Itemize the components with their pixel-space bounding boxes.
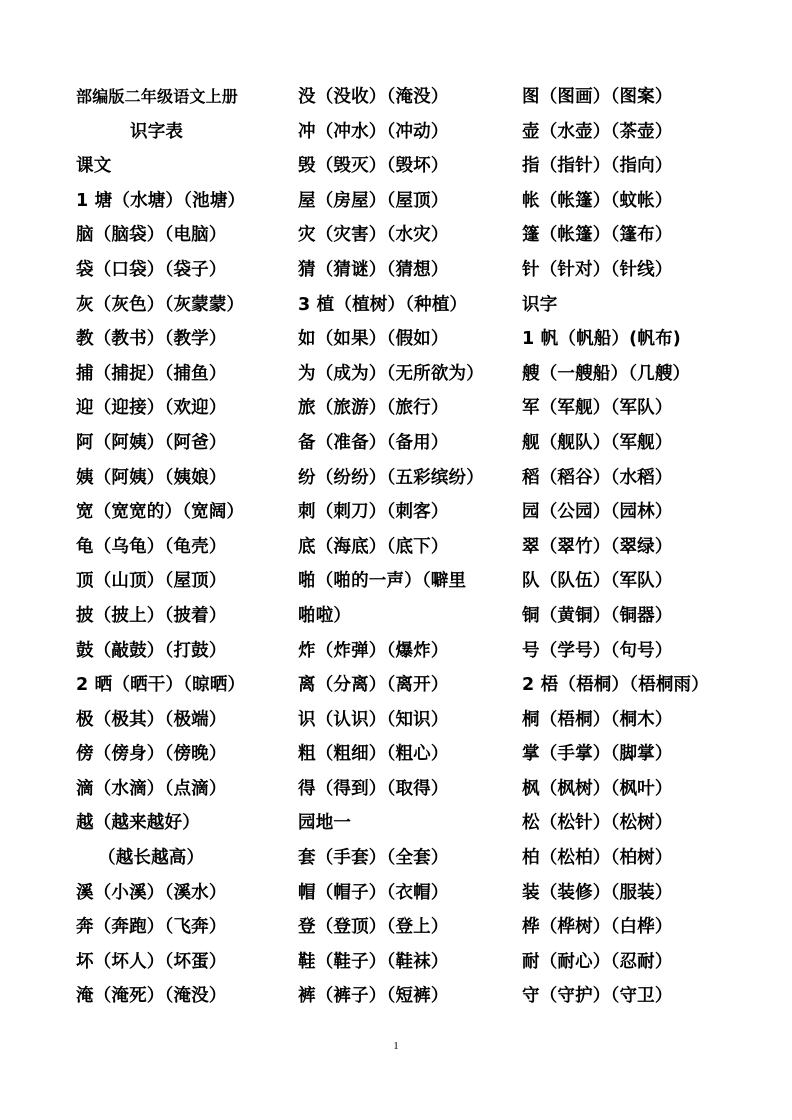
- vocab-line: 顶（山顶）（屋顶）: [76, 571, 227, 592]
- vocab-line: 图（图画）（图案）: [522, 87, 673, 107]
- vocab-line: 灾（灾害）（水灾）: [298, 225, 449, 246]
- vocab-line: 刺（刺刀）（刺客）: [298, 502, 449, 523]
- vocab-line: 没（没收）（淹没）: [298, 87, 449, 107]
- vocab-line: 极（极其）（极端）: [76, 709, 227, 730]
- vocab-line: 园（公园）（园林）: [522, 502, 673, 523]
- vocab-line: 滴（水滴）（点滴）: [76, 778, 227, 799]
- vocab-line-continuation: 啪啦）: [298, 605, 352, 626]
- vocab-line: 帽（帽子）（衣帽）: [298, 882, 449, 903]
- vocab-line: 1 帆（帆船）(帆布): [522, 329, 681, 350]
- vocab-line-continuation: （越长越高）: [98, 848, 205, 869]
- vocab-line: 队（队伍）（军队）: [522, 571, 673, 592]
- vocab-line: 得（得到）（取得）: [298, 778, 449, 799]
- vocab-line: 掌（手掌）（脚掌）: [522, 744, 673, 765]
- vocab-line: 识（认识）（知识）: [298, 709, 449, 730]
- vocab-line: 屋（房屋）（屋顶）: [298, 190, 449, 211]
- vocab-line: 装（装修）（服装）: [522, 882, 673, 903]
- vocab-line: 为（成为）（无所欲为）: [298, 363, 484, 384]
- page-number: 1: [393, 1040, 399, 1052]
- vocab-line: 脑（脑袋）（电脑）: [76, 225, 227, 246]
- vocab-line: 披（披上）（披着）: [76, 605, 227, 626]
- vocab-line: 坏（坏人）（坏蛋）: [76, 951, 227, 972]
- vocab-line: 壶（水壶）（茶壶）: [522, 121, 673, 142]
- vocab-line: 奔（奔跑）（飞奔）: [76, 917, 227, 938]
- vocab-line: 炸（炸弹）（爆炸）: [298, 640, 449, 661]
- vocab-line: 捕（捕捉）（捕鱼）: [76, 363, 227, 384]
- vocab-line: 袋（口袋）（袋子）: [76, 259, 227, 280]
- vocab-line: 篷（帐篷）（篷布）: [522, 225, 673, 246]
- vocab-line: 2 晒（晒干）（晾晒）: [76, 675, 246, 696]
- vocab-line: 粗（粗细）（粗心）: [298, 744, 449, 765]
- vocab-line: 3 植（植树）（种植）: [298, 294, 468, 315]
- vocab-line: 指（指针）（指向）: [522, 156, 673, 177]
- vocab-line: 教（教书）（教学）: [76, 329, 227, 350]
- section-heading-literacy-table: 识字表: [130, 121, 184, 142]
- vocab-line: 桦（桦树）（白桦）: [522, 917, 673, 938]
- vocab-line: 灰（灰色）（灰蒙蒙）: [76, 294, 245, 315]
- vocab-line: 鞋（鞋子）（鞋袜）: [298, 951, 449, 972]
- vocab-line: 1 塘（水塘）（池塘）: [76, 190, 246, 211]
- vocab-line: 离（分离）（离开）: [298, 675, 449, 696]
- vocab-line: 帐（帐篷）（蚊帐）: [522, 190, 673, 211]
- vocab-line: 舰（舰队）（军舰）: [522, 432, 673, 453]
- vocab-line: 军（军舰）（军队）: [522, 398, 673, 419]
- vocab-line: 啪（啪的一声）（噼里: [298, 571, 467, 592]
- vocab-line: 登（登顶）（登上）: [298, 917, 449, 938]
- vocab-line: 守（守护）（守卫）: [522, 986, 673, 1007]
- vocab-line: 翠（翠竹）（翠绿）: [522, 536, 673, 557]
- vocab-column-3: [522, 80, 752, 1014]
- section-heading-literacy: 识字: [522, 294, 558, 315]
- document-title: 部编版二年级语文上册: [76, 87, 239, 106]
- vocab-line: 底（海底）（底下）: [298, 536, 449, 557]
- vocab-line: 号（学号）（句号）: [522, 640, 673, 661]
- vocab-line: 迎（迎接）（欢迎）: [76, 398, 227, 419]
- section-heading-garden-one: 园地一: [298, 813, 352, 834]
- vocab-line: 纷（纷纷）（五彩缤纷）: [298, 467, 484, 488]
- vocab-line: 稻（稻谷）（水稻）: [522, 467, 673, 488]
- vocab-line: 艘（一艘船）（几艘）: [522, 363, 691, 384]
- vocab-line: 傍（傍身）（傍晚）: [76, 744, 227, 765]
- vocab-line: 针（针对）（针线）: [522, 259, 673, 280]
- vocab-line: 备（准备）（备用）: [298, 432, 449, 453]
- vocab-column-2: [298, 80, 520, 1014]
- vocab-line: 套（手套）（全套）: [298, 848, 449, 869]
- vocab-line: 溪（小溪）（溪水）: [76, 882, 227, 903]
- vocab-line: 猜（猜谜）（猜想）: [298, 259, 449, 280]
- vocab-line: 越（越来越好）: [76, 813, 200, 834]
- vocab-line: 耐（耐心）（忍耐）: [522, 951, 673, 972]
- vocab-line: 柏（松柏）（柏树）: [522, 848, 673, 869]
- vocab-line: 桐（梧桐）（桐木）: [522, 709, 673, 730]
- vocab-line: 枫（枫树）（枫叶）: [522, 778, 673, 799]
- section-heading-texts: 课文: [76, 156, 112, 177]
- vocab-line: 如（如果）（假如）: [298, 329, 449, 350]
- vocab-line: 冲（冲水）（冲动）: [298, 121, 449, 142]
- vocab-line: 铜（黄铜）（铜器）: [522, 605, 673, 626]
- vocab-line: 宽（宽宽的）（宽阔）: [76, 502, 245, 523]
- vocab-line: 裤（裤子）（短裤）: [298, 986, 449, 1007]
- vocab-line: 龟（乌龟）（龟壳）: [76, 536, 227, 557]
- vocab-line: 淹（淹死）（淹没）: [76, 986, 227, 1007]
- vocab-line: 鼓（敲鼓）（打鼓）: [76, 640, 227, 661]
- vocab-line: 旅（旅游）（旅行）: [298, 398, 449, 419]
- vocab-column-1: [76, 80, 294, 1014]
- vocab-line: 姨（阿姨）（姨娘）: [76, 467, 227, 488]
- vocab-line: 毁（毁灭）（毁坏）: [298, 156, 449, 177]
- vocab-line: 松（松针）（松树）: [522, 813, 673, 834]
- vocab-line: 2 梧（梧桐）（梧桐雨）: [522, 675, 709, 696]
- vocab-line: 阿（阿姨）（阿爸）: [76, 432, 227, 453]
